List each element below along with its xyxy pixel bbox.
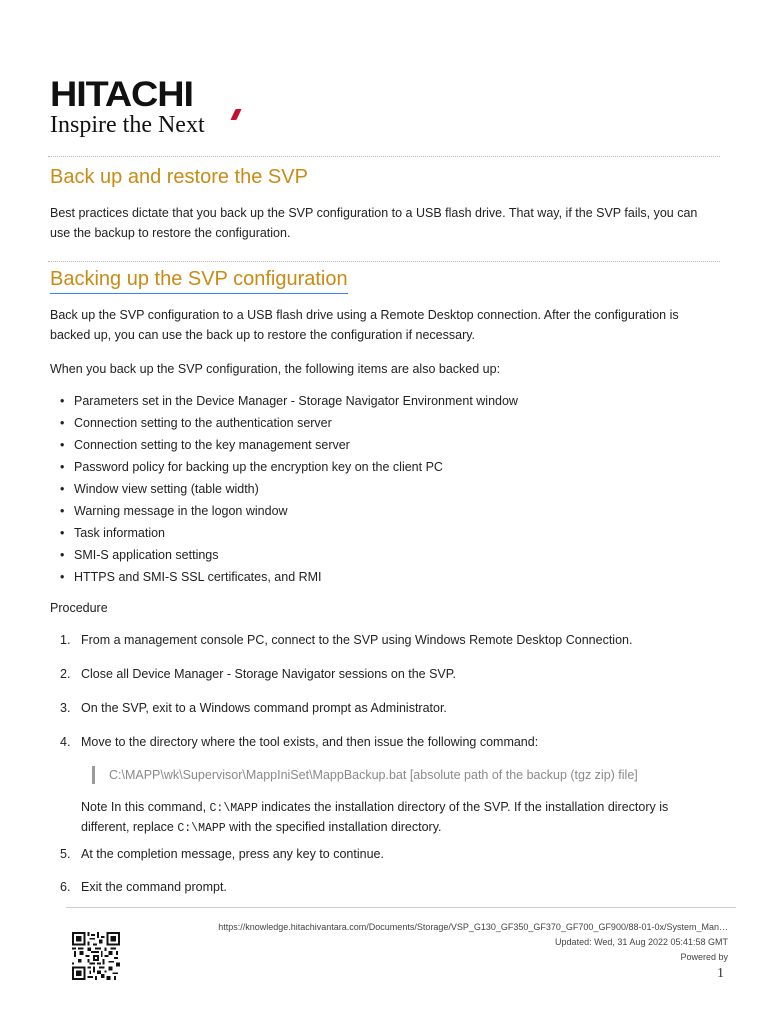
logo-tagline: Inspire the Next: [50, 112, 250, 138]
list-item: • Task information: [60, 526, 166, 540]
backed-up-items-list: [50, 390, 518, 588]
command-note: Note In this command, C:\MAPP indicates the installation directory of the SVP. If the installation directory is different, replace C:\MAPP with the specified installation directory.: [81, 800, 669, 835]
qr-code-icon: [72, 932, 120, 980]
items-intro-paragraph: When you back up the SVP configuration, the following items are also backed up:: [50, 362, 501, 376]
list-item: • HTTPS and SMI-S SSL certificates, and RMI: [60, 570, 322, 584]
hitachi-logo: [50, 75, 250, 138]
list-item: • Window view setting (table width): [60, 482, 259, 496]
footer-updated: Updated: Wed, 31 Aug 2022 05:41:58 GMT: [555, 937, 728, 947]
divider: [48, 156, 720, 157]
list-item: • Connection setting to the key management server: [60, 438, 350, 452]
list-item: • Warning message in the logon window: [60, 504, 288, 518]
footer-source-link[interactable]: https://knowledge.hitachivantara.com/Documents/Storage/VSP_G130_GF350_GF370_GF700_GF900/88-01-0x/System_Man…: [218, 922, 728, 932]
section-intro: Best practices dictate that you back up the SVP configuration to a USB flash drive. That way, if the SVP fails, you can use the backup to restore the configuration.: [50, 206, 698, 240]
page-number: 1: [717, 966, 724, 981]
subsection-title-link[interactable]: Backing up the SVP configuration: [50, 268, 348, 294]
subsection-paragraph: Back up the SVP configuration to a USB flash drive using a Remote Desktop connection. After the configuration is backed up, you can use the back up to restore the configuration if necessary.: [50, 308, 679, 342]
procedure-label: Procedure: [50, 601, 108, 615]
footer-powered-by: Powered by: [680, 952, 728, 962]
footer-divider: [66, 907, 736, 908]
section-title: Back up and restore the SVP: [50, 166, 308, 188]
command-blockquote: C:\MAPP\wk\Supervisor\MappIniSet\MappBackup.bat [absolute path of the backup (tgz zip) file]: [92, 766, 638, 784]
list-item: • Connection setting to the authentication server: [60, 416, 332, 430]
logo-wordmark: HITACHI: [50, 75, 193, 114]
code-inline: C:\MAPP: [209, 802, 258, 815]
list-item: • Parameters set in the Device Manager - Storage Navigator Environment window: [60, 394, 518, 408]
list-item: • Password policy for backing up the encryption key on the client PC: [60, 460, 443, 474]
list-item: • SMI-S application settings: [60, 548, 219, 562]
code-inline: C:\MAPP: [177, 822, 226, 835]
divider: [48, 261, 720, 262]
